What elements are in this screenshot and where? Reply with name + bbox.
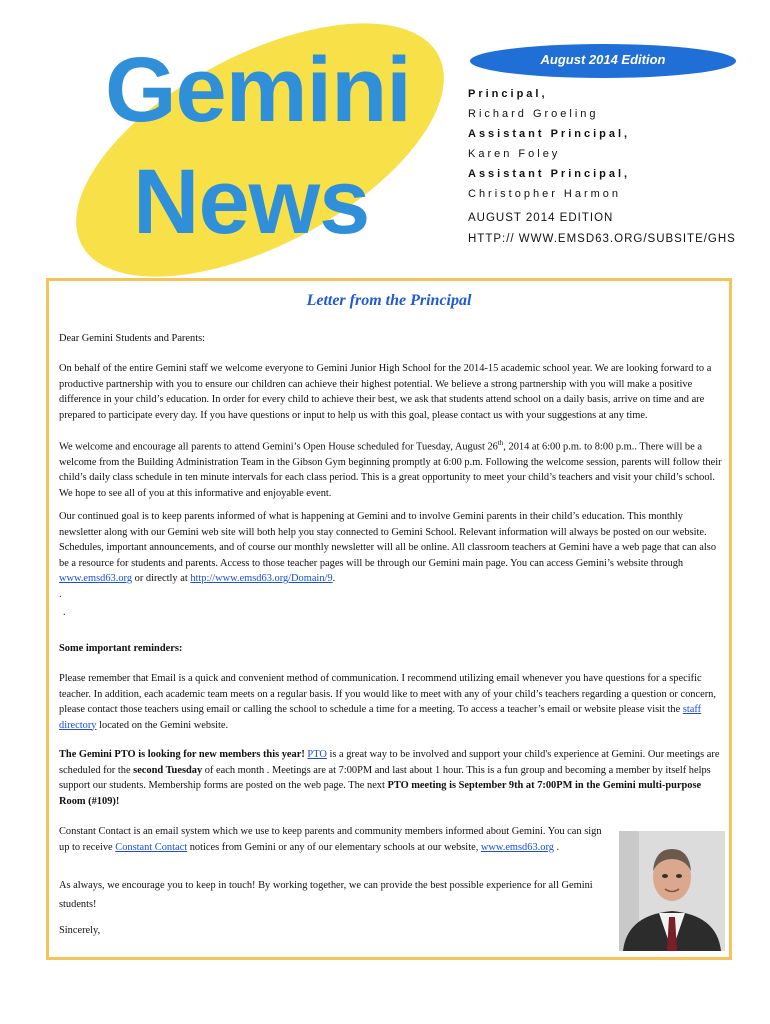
principal-letter [46, 278, 732, 960]
staff-role: Assistant Principal, [468, 168, 631, 180]
paragraph-constant-contact: Constant Contact is an email system which we use to keep parents and community members informed about Gemini. You can sign up to receive Constant Contact notices from Gemini or any of our elementary schools at our website, www.emsd63.org . [59, 826, 602, 853]
staff-role: Assistant Principal, [468, 128, 631, 140]
constant-contact-link[interactable]: Constant Contact [115, 841, 188, 853]
paragraph-keep-in-touch: As always, we encourage you to keep in touch! By working together, we can provide the best possible experience for all Gemini students! [59, 880, 593, 910]
principal-photo [619, 831, 725, 951]
staff-role: Principal, [468, 88, 548, 100]
school-url: HTTP:// WWW.EMSD63.ORG/SUBSITE/GHS [468, 233, 736, 245]
emsd63-link-footer[interactable]: www.emsd63.org [480, 841, 554, 853]
masthead [0, 0, 770, 280]
domain-link[interactable]: http://www.emsd63.org/Domain/9 [190, 573, 333, 584]
letter-title: Letter from the Principal [306, 292, 472, 309]
masthead-title-news: News [133, 151, 370, 253]
spacer-dot: . [63, 607, 66, 618]
closing: Sincerely, [59, 925, 101, 936]
paragraph-pto: The Gemini PTO is looking for new members this year! PTO is a great way to be involved and support your child's experience at Gemini. Our meetings are scheduled for the second Tuesday of each month . Meetings are at 7:00PM and last about 1 hour. This is a fun group and becoming a member by itself helps support our students. Membership forms are posted on the web page. The next PTO meeting is September 9th at 7:00PM in the Gemini multi-purpose Room (#109)! [59, 749, 720, 807]
reminders-heading: Some important reminders: [59, 643, 183, 654]
edition-line: AUGUST 2014 EDITION [468, 212, 614, 224]
staff-name: Richard Groeling [468, 108, 599, 120]
paragraph-welcome: On behalf of the entire Gemini staff we welcome everyone to Gemini Junior High School for the 2014-15 academic school year. We are looking forward to a productive partnership with you to ensure our children can achieve their highest potential. We believe a strong partnership with you will make a positive difference in your child’s education. In order for every child to achieve their best, we ask that students attend school on a daily basis, arrive on time and are prepared to participate every day. If you have questions or input to help us with this goal, please contact us with your suggestions at any time. [59, 363, 712, 421]
pto-link[interactable]: PTO [307, 749, 327, 760]
edition-badge: August 2014 Edition [470, 44, 736, 78]
staff-list [468, 84, 736, 249]
paragraph-open-house: We welcome and encourage all parents to attend Gemini’s Open House scheduled for Tuesday, August 26th, 2014 at 6:00 p.m. to 8:00 p.m.. There will be a welcome from the Building Administration Team in the Gibson Gym beginning promptly at 6:00 p.m. Following the welcome session, parents will follow their child’s daily class schedule in ten minute intervals for each class period. This is a great opportunity to meet your child’s teachers and visit your child’s school. We hope to see all of you at this informative and enjoyable event. [59, 439, 722, 499]
emsd63-link[interactable]: www.emsd63.org [59, 573, 133, 584]
salutation: Dear Gemini Students and Parents: [59, 333, 206, 344]
paragraph-email: Please remember that Email is a quick and convenient method of communication. I recommend utilizing email whenever you have questions for a specific teacher. In addition, each academic team meets on a regular basis. If you would like to meet with any of your child’s teachers regarding a question or concern, please contact those teachers using email or calling the school to schedule a time for a meeting. To access a teacher’s email or website please visit the staff directory located on the Gemini website. [59, 673, 716, 731]
staff-name: Christopher Harmon [468, 188, 622, 200]
staff-name: Karen Foley [468, 148, 561, 160]
staff-directory-link[interactable]: staff directory [59, 704, 702, 731]
masthead-title-gemini: Gemini [105, 39, 411, 141]
spacer-dot: . [59, 589, 62, 600]
paragraph-newsletter: Our continued goal is to keep parents informed of what is happening at Gemini and to involve Gemini parents in their child’s education. This monthly newsletter along with our Gemini web site will both help you stay connected to Gemini School. Relevant information will always be posted on our website. Schedules, important announcements, and of course our monthly newsletter will all be online. All classroom teachers at Gemini have a web page that can also be a resource for students and parents. Access to those teacher pages will be through our Gemini main page. You can access Gemini’s website through www.emsd63.org or directly at http://www.emsd63.org/Domain/9. [59, 511, 717, 584]
